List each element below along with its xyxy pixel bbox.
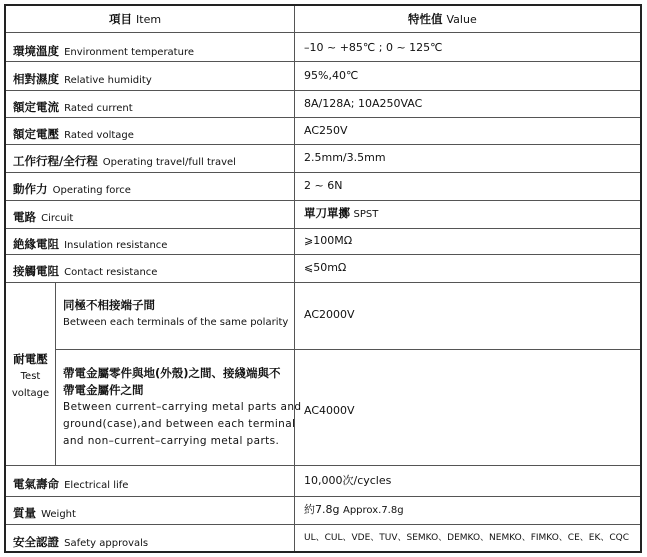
row-label-en: Environment temperature bbox=[64, 47, 194, 58]
row-divider bbox=[6, 90, 640, 91]
row-value: 95%,40℃ bbox=[304, 69, 359, 82]
dielectric-label bbox=[6, 351, 55, 402]
row-value: ⩾100MΩ bbox=[304, 234, 353, 247]
row-label-en: Contact resistance bbox=[64, 267, 158, 278]
row-value-cn: 約7.8g bbox=[304, 503, 340, 516]
dielectric-sub1-label bbox=[63, 297, 288, 328]
dielectric-label-en-2: voltage bbox=[11, 388, 50, 399]
dielectric-sub2-value: AC4000V bbox=[304, 404, 355, 417]
dielectric-sub2-en-2: ground(case),and between each terminal bbox=[63, 418, 296, 430]
row-value: UL、CUL、VDE、TUV、SEMKO、DEMKO、NEMKO、FIMKO、CE、EK、CQC bbox=[304, 533, 630, 543]
row-divider bbox=[6, 200, 640, 201]
column-divider bbox=[294, 6, 295, 551]
row-label bbox=[13, 98, 133, 114]
row-label-en: Weight bbox=[41, 509, 76, 520]
row-label-cn: 工作行程/全行程 bbox=[13, 154, 98, 168]
row-value bbox=[304, 504, 404, 516]
row-label-en: Operating force bbox=[52, 185, 131, 196]
dielectric-sub2-cn-1: 帶電金屬零件與地(外殼)之間、接綫端與不 bbox=[63, 366, 281, 380]
dielectric-sub1-cn: 同極不相接端子間 bbox=[63, 298, 155, 312]
dielectric-sub2-label bbox=[63, 365, 301, 450]
header-value-cn: 特性值 bbox=[408, 12, 443, 26]
row-value: 2.5mm/3.5mm bbox=[304, 151, 386, 164]
row-value: –10 ~ +85℃ ; 0 ~ 125℃ bbox=[304, 41, 443, 54]
row-value-cn: 單刀單擲 bbox=[304, 206, 350, 220]
row-divider bbox=[6, 465, 640, 466]
row-label-en: Operating travel/full travel bbox=[102, 157, 236, 168]
row-label-cn: 安全認證 bbox=[13, 535, 59, 549]
row-label-en: Rated voltage bbox=[64, 130, 134, 141]
row-divider bbox=[6, 282, 640, 283]
dielectric-sub1-value: AC2000V bbox=[304, 308, 355, 321]
row-divider bbox=[6, 228, 640, 229]
dielectric-sub1-en: Between each terminals of the same polarity bbox=[63, 317, 289, 328]
row-label bbox=[13, 475, 128, 491]
row-value bbox=[304, 208, 378, 220]
row-label-cn: 環境溫度 bbox=[13, 44, 59, 58]
row-divider bbox=[6, 172, 640, 173]
row-label-en: Electrical life bbox=[64, 480, 129, 491]
row-value: 8A/128A; 10A250VAC bbox=[304, 97, 423, 110]
row-divider bbox=[6, 254, 640, 255]
header-value bbox=[408, 14, 477, 26]
row-label bbox=[13, 42, 194, 58]
row-value: 10,000次/cycles bbox=[304, 474, 392, 487]
row-label-en: Safety approvals bbox=[64, 538, 149, 549]
row-label bbox=[13, 235, 167, 251]
row-label bbox=[13, 262, 157, 278]
row-label-cn: 動作力 bbox=[13, 182, 48, 196]
row-value-en: Approx.7.8g bbox=[342, 505, 404, 516]
row-divider bbox=[6, 32, 640, 33]
row-label-cn: 相對濕度 bbox=[13, 72, 59, 86]
dielectric-sub2-en-3: and non–current–carrying metal parts. bbox=[63, 435, 280, 447]
row-label-en: Circuit bbox=[41, 213, 74, 224]
row-label bbox=[13, 533, 148, 549]
row-label-cn: 質量 bbox=[13, 506, 36, 520]
header-item bbox=[109, 14, 161, 26]
dielectric-sub2-cn-2: 帶電金屬件之間 bbox=[63, 383, 144, 397]
row-label-en: Relative humidity bbox=[64, 75, 152, 86]
row-label-cn: 接觸電阻 bbox=[13, 264, 59, 278]
row-label bbox=[13, 70, 152, 86]
row-label bbox=[13, 152, 236, 168]
spec-table bbox=[4, 4, 642, 553]
row-label bbox=[13, 125, 134, 141]
row-label bbox=[13, 208, 73, 224]
row-label bbox=[13, 180, 131, 196]
row-divider bbox=[6, 117, 640, 118]
header-value-en: Value bbox=[446, 13, 477, 26]
row-value: 2 ~ 6N bbox=[304, 179, 343, 192]
row-label-cn: 電路 bbox=[13, 210, 36, 224]
row-divider bbox=[6, 144, 640, 145]
row-label-cn: 絶緣電阻 bbox=[13, 237, 59, 251]
dielectric-label-cn: 耐電壓 bbox=[13, 352, 48, 366]
row-value: ⩽50mΩ bbox=[304, 261, 347, 274]
dielectric-sub2-en-1: Between current–carrying metal parts and bbox=[63, 401, 302, 413]
row-label-cn: 額定電壓 bbox=[13, 127, 59, 141]
row-divider bbox=[55, 349, 640, 350]
row-divider bbox=[6, 524, 640, 525]
row-label-cn: 電氣壽命 bbox=[13, 477, 59, 491]
row-label-cn: 額定電流 bbox=[13, 100, 59, 114]
row-value: AC250V bbox=[304, 124, 348, 137]
row-label-en: Insulation resistance bbox=[64, 240, 168, 251]
row-divider bbox=[6, 496, 640, 497]
row-label bbox=[13, 504, 76, 520]
row-value-en: SPST bbox=[353, 209, 379, 220]
row-label-en: Rated current bbox=[64, 103, 133, 114]
subgroup-divider bbox=[55, 282, 56, 465]
header-item-en: Item bbox=[136, 13, 162, 26]
header-item-cn: 項目 bbox=[109, 12, 132, 26]
row-divider bbox=[6, 61, 640, 62]
dielectric-label-en-1: Test bbox=[20, 371, 41, 382]
